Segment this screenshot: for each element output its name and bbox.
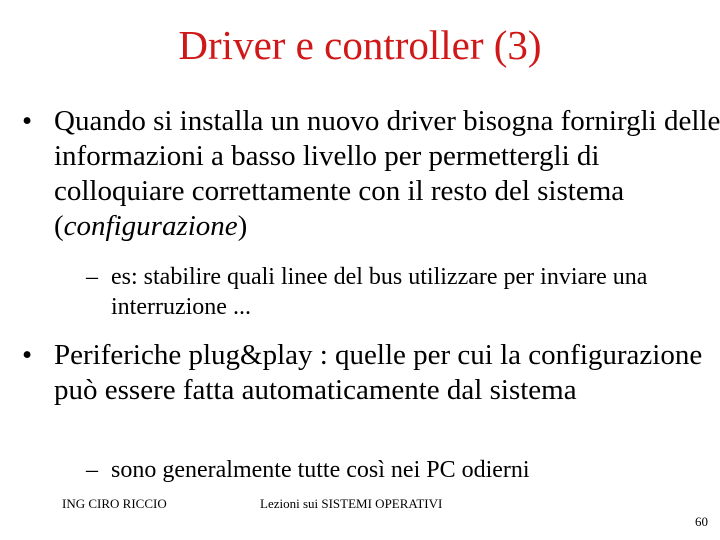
bullet-marker: • — [22, 105, 33, 137]
bullet-marker: • — [22, 339, 33, 371]
bullet-text: Periferiche plug&play : quelle per cui la configurazione può essere fatta automaticamente dal sistema — [54, 339, 703, 406]
page-number: 60 — [695, 514, 708, 529]
bullet-emphasis: configurazione — [63, 210, 238, 242]
bullet-item — [22, 104, 720, 244]
sub-bullet-item — [86, 455, 720, 485]
sub-bullet-marker: – — [86, 457, 98, 483]
sub-bullet-text: es: stabilire quali linee del bus utilizzare per inviare una interruzione ... — [111, 264, 648, 320]
sub-bullet-marker: – — [86, 264, 98, 290]
footer-course: Lezioni sui SISTEMI OPERATIVI — [260, 496, 443, 511]
bullet-text: Quando si installa un nuovo driver bisogna fornirgli delle informazioni a basso livello per permettergli di colloquiare correttamente con il resto del sistema ( — [54, 105, 720, 242]
slide-title: Driver e controller (3) — [178, 22, 542, 68]
sub-bullet-text: sono generalmente tutte così nei PC odierni — [111, 457, 530, 483]
footer-author: ING CIRO RICCIO — [62, 496, 167, 511]
sub-bullet-item — [86, 262, 720, 322]
bullet-text-end: ) — [237, 210, 248, 242]
bullet-item — [22, 338, 720, 408]
